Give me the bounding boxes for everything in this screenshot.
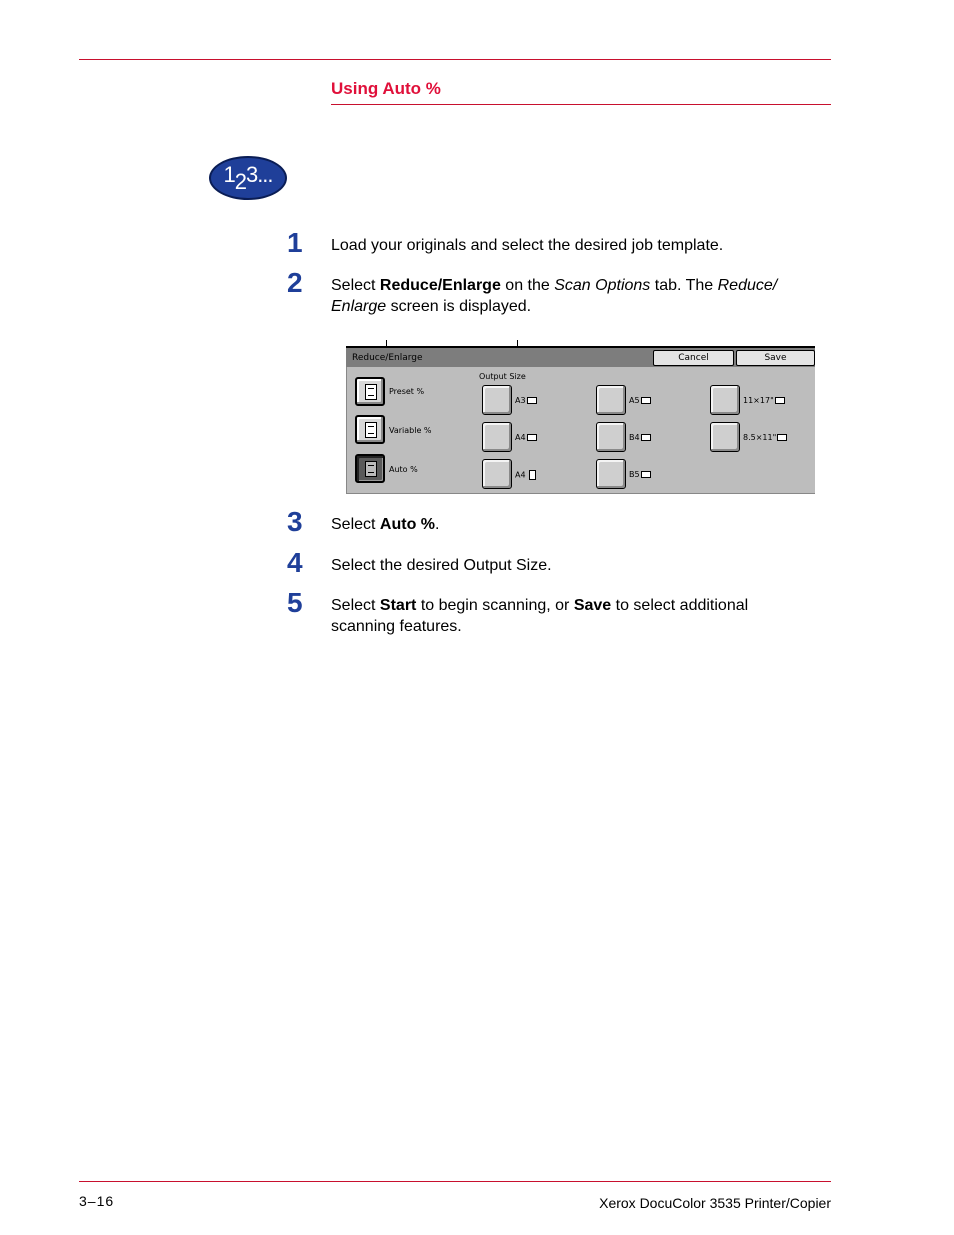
step-text: Select Reduce/Enlarge on the Scan Options tab. The Reduce/ Enlarge screen is displayed. [331,277,778,315]
paper-landscape-icon [527,397,537,404]
output-size-button[interactable] [482,422,512,452]
paper-landscape-icon [641,434,651,441]
section-title: Using Auto % [331,79,441,98]
output-size-button[interactable] [710,422,740,452]
step-number: 5 [287,587,303,618]
variable-percent-button[interactable] [355,415,385,444]
page-number: 3–16 [79,1193,115,1209]
auto-percent-button[interactable] [355,454,385,483]
badge-digit-1: 1 [223,162,235,187]
screen-titlebar [346,346,815,367]
document-icon [365,422,377,438]
output-size-button[interactable] [596,422,626,452]
output-size-button[interactable] [596,385,626,415]
paper-portrait-icon [529,470,536,480]
footer-rule [79,1181,831,1182]
badge-digit-3: 3... [245,162,273,187]
paper-landscape-icon [775,397,785,404]
option-label: Variable % [389,426,432,435]
paper-landscape-icon [641,397,651,404]
output-size-label: A5 [629,396,651,405]
screen-tab-strip [346,336,815,346]
step-text: Select Auto %. [331,516,440,533]
option-label: Preset % [389,387,425,396]
cancel-button[interactable]: Cancel [653,350,734,366]
preset-percent-button[interactable] [355,377,385,406]
document-icon [365,384,377,400]
output-size-label: 11×17" [743,396,785,405]
step-text: Load your originals and select the desired job template. [331,237,724,254]
reduce-enlarge-screen [346,336,815,494]
paper-landscape-icon [641,471,651,478]
step-text: Select the desired Output Size. [331,557,552,574]
footer-product-title: Xerox DocuColor 3535 Printer/Copier [599,1195,831,1211]
document-icon [365,461,377,477]
output-size-button[interactable] [596,459,626,489]
output-size-label: 8.5×11" [743,433,787,442]
step-number: 4 [287,547,303,578]
output-size-button[interactable] [482,385,512,415]
output-size-label: A4 [515,433,537,442]
steps-badge-icon [209,156,287,200]
output-size-button[interactable] [710,385,740,415]
output-size-label: A4 [515,470,536,480]
step-number: 1 [287,227,303,258]
badge-digit-2: 2 [234,169,246,194]
title-rule [331,104,831,105]
top-rule [79,59,831,60]
paper-landscape-icon [777,434,787,441]
screen-title: Reduce/Enlarge [352,353,423,363]
screen-body [346,367,815,494]
paper-landscape-icon [527,434,537,441]
step-number: 3 [287,506,303,537]
step-number: 2 [287,267,303,298]
option-label: Auto % [389,465,418,474]
save-button[interactable]: Save [736,350,815,366]
output-size-label: A3 [515,396,537,405]
output-size-title: Output Size [479,372,526,381]
output-size-label: B5 [629,470,651,479]
step-text: Select Start to begin scanning, or Save to select additional scanning features. [331,597,749,635]
output-size-button[interactable] [482,459,512,489]
output-size-label: B4 [629,433,651,442]
